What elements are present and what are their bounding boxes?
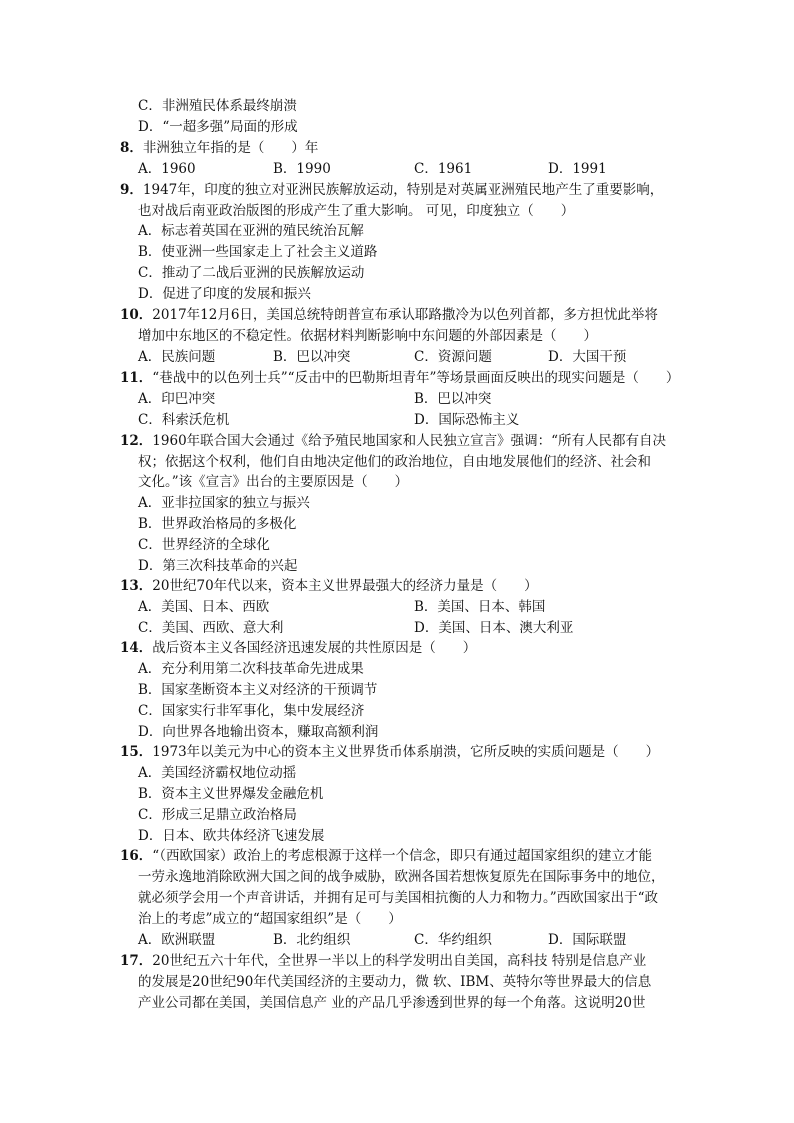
question-17-line-3: 产业公司都在美国，美国信息产 业的产品几乎渗透到世界的每一个角落。这说明20世 (138, 995, 646, 1011)
question-text: “（西欧国家）政治上的考虑根源于这样一个信念，即只有通过超国家组织的建立才能 (152, 848, 652, 864)
question-text: 1973年以美元为中心的资本主义世界货币体系崩溃，它所反映的实质问题是（ ） (152, 744, 660, 760)
option-16b: B．北约组织 (273, 932, 351, 948)
option-15c: C．形成三足鼎立政治格局 (138, 807, 297, 823)
question-12 (120, 431, 666, 451)
question-16-line-4: 治上的考虑”成立的“超国家组织”是（ ） (138, 911, 402, 927)
question-17 (120, 951, 646, 971)
question-10-line-2: 增加中东地区的不稳定性。依据材料判断影响中东问题的外部因素是（ ） (138, 328, 597, 344)
option-13d: D．美国、日本、澳大利亚 (414, 620, 574, 636)
question-12-line-2: 权；依据这个权利，他们自由地决定他们的政治地位，自由地发展他们的经济、社会和 (138, 454, 651, 470)
question-number: 15． (120, 744, 153, 760)
option-11d: D．国际恐怖主义 (414, 412, 520, 428)
question-number: 17． (120, 953, 153, 969)
question-11 (120, 368, 679, 388)
question-9 (120, 180, 663, 200)
option-11b: B．巴以冲突 (414, 391, 492, 407)
question-text: 20世纪70年代以来，资本主义世界最强大的经济力量是（ ） (152, 578, 538, 594)
option-10c: C．资源问题 (414, 349, 492, 365)
question-text: “巷战中的以色列士兵”“反击中的巴勒斯坦青年”等场景画面反映出的现实问题是（ ） (152, 370, 680, 386)
option-13a: A．美国、日本、西欧 (138, 599, 270, 615)
option-8c: C．1961 (414, 161, 473, 177)
option-12a: A．亚非拉国家的独立与振兴 (138, 495, 310, 511)
option-10b: B．巴以冲突 (273, 349, 351, 365)
option-8d: D．1991 (548, 161, 607, 177)
question-number: 13． (120, 578, 153, 594)
option-15a: A．美国经济霸权地位动摇 (138, 765, 297, 781)
option-10d: D．大国干预 (548, 349, 627, 365)
question-16 (120, 846, 652, 866)
question-text: 2017年12月6日，美国总统特朗普宣布承认耶路撒冷为以色列首都，多方担忧此举将 (152, 307, 658, 323)
option-15d: D．日本、欧共体经济飞速发展 (138, 828, 325, 844)
option-11a: A．印巴冲突 (138, 391, 216, 407)
question-13 (120, 576, 538, 596)
question-9-line-2: 也对战后南亚政治版图的形成产生了重大影响。 可见，印度独立（ ） (138, 203, 575, 219)
question-12-line-3: 文化。”该《宣言》出台的主要原因是（ ） (138, 474, 409, 490)
question-10 (120, 305, 658, 325)
option-16c: C．华约组织 (414, 932, 492, 948)
option-8a: A．1960 (138, 161, 196, 177)
option-9b: B．使亚洲一些国家走上了社会主义道路 (138, 244, 378, 260)
option-7d: D．“一超多强”局面的形成 (138, 119, 298, 135)
question-number: 16． (120, 848, 153, 864)
question-text: 1947年，印度的独立对亚洲民族解放运动，特别是对英属亚洲殖民地产生了重要影响， (142, 182, 664, 198)
question-number: 11． (120, 370, 153, 386)
question-15 (120, 742, 659, 762)
question-text: 20世纪五六十年代，全世界一半以上的科学发明出自美国，高科技 特别是信息产业 (152, 953, 647, 969)
option-8b: B．1990 (273, 161, 331, 177)
option-14a: A．充分利用第二次科技革命先进成果 (138, 661, 364, 677)
option-12b: B．世界政治格局的多极化 (138, 516, 297, 532)
question-text: 战后资本主义各国经济迅速发展的共性原因是（ ） (152, 640, 477, 656)
question-17-line-2: 的发展是20世纪90年代美国经济的主要动力，微 软、IBM、英特尔等世界最大的信息 (138, 974, 652, 990)
question-number: 8． (120, 140, 143, 156)
question-text: 非洲独立年指的是（ ）年 (142, 140, 319, 156)
question-number: 14． (120, 640, 153, 656)
option-7c: C．非洲殖民体系最终崩溃 (138, 98, 297, 114)
question-number: 9． (120, 182, 143, 198)
option-9c: C．推动了二战后亚洲的民族解放运动 (138, 265, 365, 281)
question-8 (120, 138, 318, 158)
option-14b: B．国家垄断资本主义对经济的干预调节 (138, 682, 378, 698)
option-10a: A．民族问题 (138, 349, 216, 365)
option-14d: D．向世界各地输出资本，赚取高额利润 (138, 724, 379, 740)
question-text: 1960年联合国大会通过《给予殖民地国家和人民独立宣言》强调：“所有人民都有自决 (152, 433, 667, 449)
option-12d: D．第三次科技革命的兴起 (138, 558, 298, 574)
option-16a: A．欧洲联盟 (138, 932, 216, 948)
question-number: 10． (120, 307, 153, 323)
option-12c: C．世界经济的全球化 (138, 537, 270, 553)
option-9a: A．标志着英国在亚洲的殖民统治瓦解 (138, 223, 364, 239)
option-13c: C．美国、西欧、意大利 (138, 620, 284, 636)
question-number: 12． (120, 433, 153, 449)
option-15b: B．资本主义世界爆发金融危机 (138, 786, 324, 802)
question-14 (120, 638, 476, 658)
option-16d: D．国际联盟 (548, 932, 627, 948)
option-11c: C．科索沃危机 (138, 412, 230, 428)
question-16-line-2: 一劳永逸地消除欧洲大国之间的战争威胁，欧洲各国若想恢复原先在国际事务中的地位， (138, 869, 665, 885)
option-13b: B．美国、日本、韩国 (414, 599, 546, 615)
option-14c: C．国家实行非军事化，集中发展经济 (138, 703, 365, 719)
option-9d: D．促进了印度的发展和振兴 (138, 286, 311, 302)
question-16-line-3: 就必须学会用一个声音讲话，并拥有足可与美国相抗衡的人力和物力。”西欧国家出于“政 (138, 890, 659, 906)
